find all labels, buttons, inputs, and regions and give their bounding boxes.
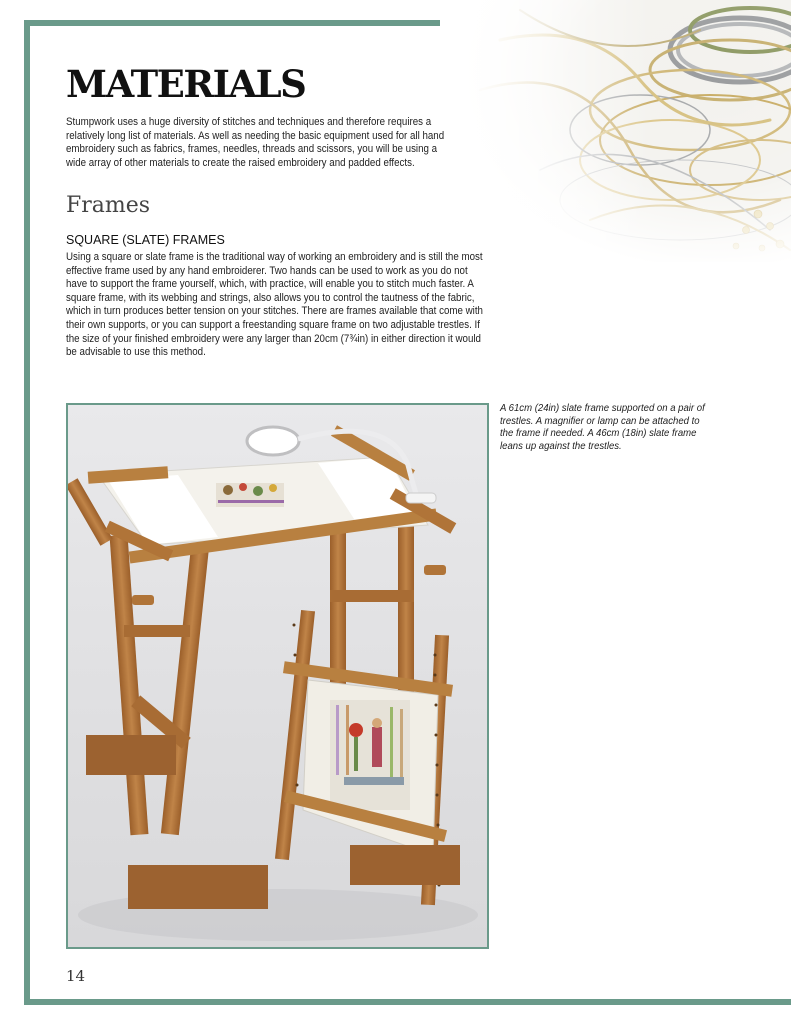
- figure-photo: [66, 403, 489, 949]
- page-border-left: [24, 20, 30, 1005]
- subsection-heading: SQUARE (SLATE) FRAMES: [66, 233, 225, 247]
- page-title: MATERIALS: [66, 62, 306, 106]
- page-number: 14: [66, 967, 86, 985]
- header-wire-photo: [440, 0, 791, 262]
- figure-caption: A 61cm (24in) slate frame supported on a pair of trestles. A magnifier or lamp can be attached to the frame if needed. A 46cm (18in) slate frame leans up against the trestles.: [500, 403, 705, 452]
- page-border-bottom: [24, 999, 791, 1005]
- section-heading: Frames: [66, 193, 151, 218]
- intro-paragraph: Stumpwork uses a huge diversity of stitches and techniques and therefore requires a relatively long list of materials. As well as needing the basic equipment used for all hand embroidery such as fabrics, frames, needles, threads and scissors, you will be using a wide array of other materials to create the raised embroidery and padded effects.: [66, 116, 445, 169]
- body-paragraph: Using a square or slate frame is the traditional way of working an embroidery and is still the most effective frame used by any hand embroiderer. Two hands can be used to work as you do not have to support the frame yourself, which, with practice, will enable you to stitch much faster. A square frame, with its webbing and strings, also allows you to control the tautness of the fabric, which in turn produces better tension on your stitches. There are frames available that come with their own supports, or you can support a freestanding square frame on two adjustable trestles. If the size of your finished embroidery were any larger than 20cm (7¾in) in either direction it would be advisable to use this method.: [66, 251, 483, 359]
- slate-frame-illustration: [68, 405, 487, 947]
